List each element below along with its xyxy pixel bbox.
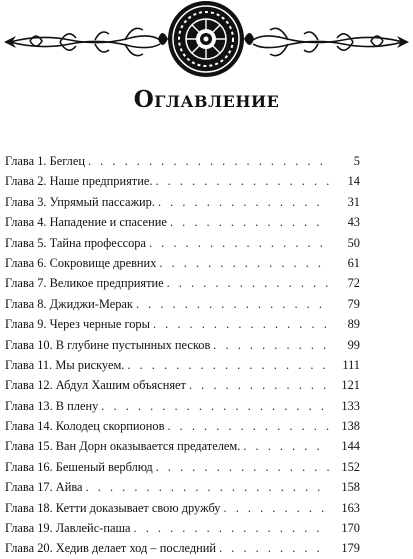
toc-entry-page: 31 <box>347 194 360 209</box>
toc-entry-title: Глава 13. В плену <box>5 398 99 413</box>
toc-entry <box>5 151 360 171</box>
dot-leader <box>153 314 329 334</box>
dot-leader <box>155 171 329 191</box>
toc-entry-title: Глава 2. Наше предприятие. <box>5 174 153 189</box>
toc-entry <box>5 294 360 314</box>
toc-entry-title: Глава 3. Упрямый пассажир. <box>5 194 155 209</box>
toc-entry <box>5 212 360 232</box>
dot-leader <box>243 436 329 456</box>
dot-leader <box>149 233 329 253</box>
toc-entry-page: 170 <box>341 521 360 536</box>
toc-entry-page: 158 <box>341 480 360 495</box>
dot-leader <box>158 192 329 212</box>
toc-entry-title: Глава 19. Лавлейс-паша <box>5 521 131 536</box>
toc-entry-page: 99 <box>347 337 360 352</box>
toc-entry-page: 111 <box>342 357 360 372</box>
dot-leader <box>170 212 329 232</box>
toc-entry <box>5 233 360 253</box>
toc-entry-page: 121 <box>341 378 360 393</box>
toc-entry-page: 50 <box>347 235 360 250</box>
toc-entry-title: Глава 8. Джиджи-Мерак <box>5 296 133 311</box>
toc-entry-title: Глава 1. Беглец <box>5 154 85 168</box>
toc-entry <box>5 498 360 518</box>
toc-entry-title: Глава 9. Через черные горы <box>5 317 150 332</box>
dot-leader <box>134 518 330 538</box>
toc-entry <box>5 518 360 538</box>
toc-entry-title: Глава 17. Айва <box>5 480 83 495</box>
toc-entry-page: 14 <box>347 174 360 189</box>
toc-entry-title: Глава 10. В глубине пустынных песков <box>5 337 211 352</box>
toc-entry-page: 61 <box>347 255 360 270</box>
dot-leader <box>159 253 329 273</box>
toc-entry-title: Глава 5. Тайна профессора <box>5 235 146 250</box>
toc-entry-title: Глава 7. Великое предприятие <box>5 276 164 291</box>
dot-leader <box>167 273 329 293</box>
toc-entry <box>5 171 360 191</box>
toc-entry-title: Глава 15. Ван Дорн оказывается предателем. <box>5 439 241 454</box>
toc-entry <box>5 375 360 395</box>
dot-leader <box>101 396 329 416</box>
toc-entry-page: 133 <box>341 398 360 413</box>
dot-leader <box>167 416 329 436</box>
toc-entry-page: 179 <box>341 541 360 556</box>
toc-entry-page: 163 <box>341 500 360 515</box>
decorative-ornament <box>0 0 413 80</box>
toc-entry <box>5 273 360 293</box>
toc-entry-page: 152 <box>341 459 360 474</box>
toc-entry-page: 79 <box>347 296 360 311</box>
dot-leader <box>219 538 329 558</box>
page-title: Оглавление <box>133 86 280 113</box>
toc-entry-title: Глава 16. Бешеный верблюд <box>5 459 153 474</box>
toc-entry <box>5 192 360 212</box>
toc-entry-page: 138 <box>341 419 360 434</box>
dot-leader <box>88 151 329 171</box>
toc-entry-title: Глава 20. Хедив делает ход – последний <box>5 541 217 556</box>
toc-entry <box>5 355 360 375</box>
toc-entry-title: Глава 4. Нападение и спасение <box>5 215 167 230</box>
toc-entry <box>5 314 360 334</box>
toc-entry-page: 144 <box>341 439 360 454</box>
toc-entry <box>5 416 360 436</box>
toc-entry <box>5 396 360 416</box>
table-of-contents <box>5 151 360 559</box>
toc-entry-page: 43 <box>347 215 360 230</box>
dot-leader <box>86 477 329 497</box>
toc-entry-title: Глава 14. Колодец скорпионов <box>5 419 165 434</box>
dot-leader <box>127 355 329 375</box>
toc-entry <box>5 477 360 497</box>
toc-entry-page: 5 <box>353 154 360 168</box>
toc-entry <box>5 253 360 273</box>
toc-entry-title: Глава 6. Сокровище древних <box>5 255 157 270</box>
dot-leader <box>189 375 329 395</box>
dot-leader <box>224 498 330 518</box>
dot-leader <box>213 335 329 355</box>
toc-entry-page: 72 <box>347 276 360 291</box>
toc-entry-title: Глава 12. Абдул Хашим объясняет <box>5 378 186 393</box>
toc-entry <box>5 457 360 477</box>
toc-entry <box>5 335 360 355</box>
toc-entry <box>5 436 360 456</box>
toc-entry-title: Глава 11. Мы рискуем. <box>5 357 125 372</box>
toc-entry <box>5 538 360 558</box>
dot-leader <box>156 457 329 477</box>
toc-entry-page: 89 <box>347 317 360 332</box>
dot-leader <box>136 294 329 314</box>
toc-entry-title: Глава 18. Кетти доказывает свою дружбу <box>5 500 221 515</box>
